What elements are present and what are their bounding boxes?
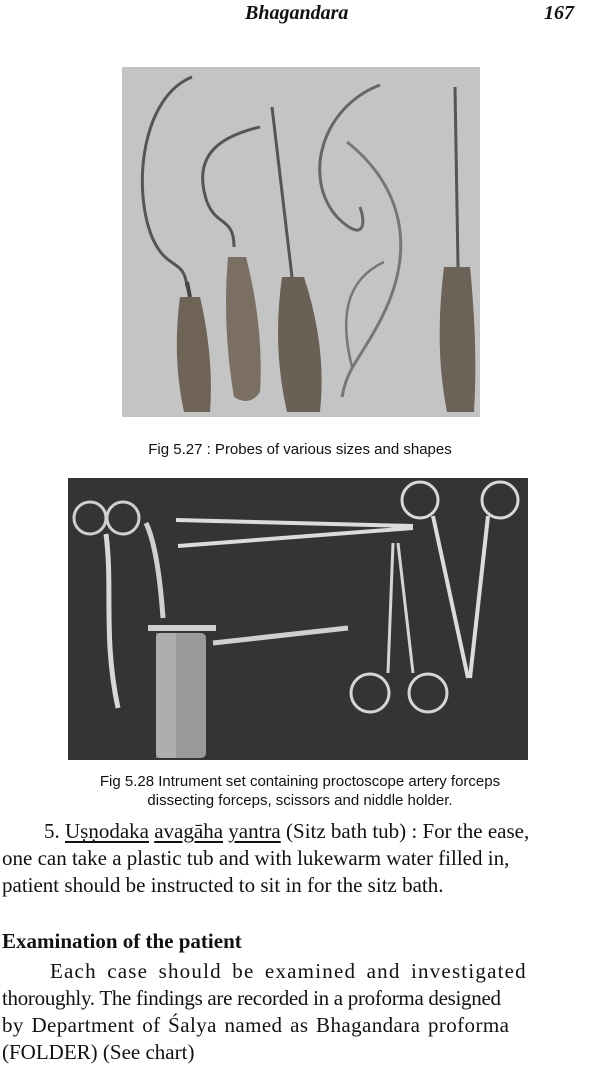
page-number: 167: [544, 2, 574, 24]
examination-line2: thoroughly. The findings are recorded in a proforma designed: [2, 986, 501, 1010]
running-head: [0, 0, 600, 36]
probes-illustration: [122, 67, 480, 417]
item-5-term-yantra: yantra: [228, 819, 281, 843]
item-5-line1: [2, 818, 598, 845]
item-5-term-usnodaka: Uṣṇodaka: [65, 819, 149, 843]
examination-line3: by Department of Śalya named as Bhagandara proforma: [2, 1013, 510, 1037]
examination-line1: Each case should be examined and investigated: [50, 959, 527, 983]
instrument-set-photo: [68, 478, 528, 760]
examination-line4: (FOLDER) (See chart): [2, 1040, 195, 1064]
item-5-paragraph: [2, 818, 598, 899]
item-5-term-avagaha: avagāha: [154, 819, 224, 843]
item-5-line2: one can take a plastic tub and with lukewarm water filled in,: [2, 846, 510, 870]
item-5-gloss: (Sitz bath tub) : For the ease,: [286, 819, 530, 843]
section-heading: Examination of the patient: [2, 929, 242, 953]
probes-photo: [122, 67, 480, 417]
figure-5-28-caption-line1: Fig 5.28 Intrument set containing proctoscope artery forceps: [99, 773, 501, 790]
item-5-line3: patient should be instructed to sit in for the sitz bath.: [2, 873, 444, 897]
instrument-set-illustration: [68, 478, 528, 760]
running-title: Bhagandara: [245, 2, 349, 24]
figure-5-28-caption: [0, 772, 600, 810]
examination-paragraph: [2, 958, 598, 1066]
figure-5-27-caption: Fig 5.27 : Probes of various sizes and shapes: [148, 441, 452, 458]
figure-5-28-caption-line2: dissecting forceps, scissors and niddle holder.: [147, 792, 453, 809]
item-5-number: 5.: [44, 819, 60, 843]
